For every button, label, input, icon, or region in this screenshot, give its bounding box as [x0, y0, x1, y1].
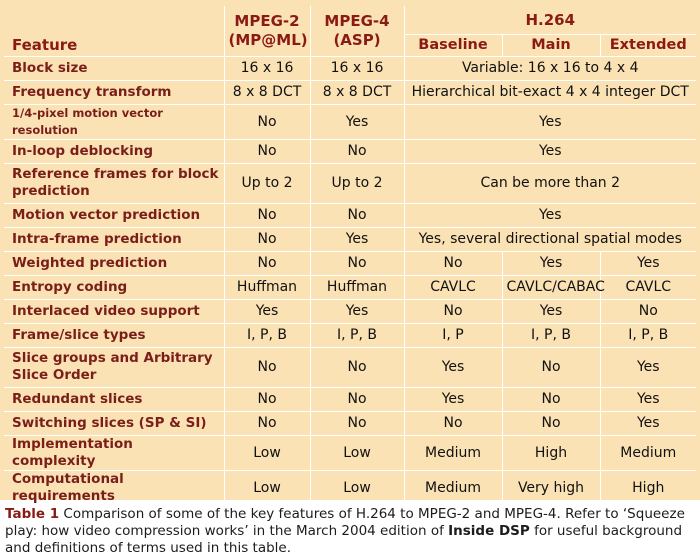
- extended-cell: Yes: [600, 347, 696, 387]
- baseline-cell: No: [404, 411, 502, 435]
- main-cell: No: [502, 411, 600, 435]
- feature-cell: Block size: [4, 56, 224, 80]
- mpeg2-cell: No: [224, 387, 310, 411]
- extended-cell: Medium: [600, 435, 696, 470]
- mpeg4-cell: No: [310, 251, 404, 275]
- mpeg2-cell: No: [224, 227, 310, 251]
- mpeg4-cell: Low: [310, 435, 404, 470]
- table-row: [4, 299, 696, 323]
- table-row: [4, 387, 696, 411]
- table-row: [4, 104, 696, 139]
- caption-label: Table 1: [5, 506, 60, 522]
- h264-merged-cell: Variable: 16 x 16 to 4 x 4: [404, 56, 696, 80]
- feature-cell: Implementation complexity: [4, 435, 224, 470]
- main-cell: CAVLC/CABAC: [502, 275, 600, 299]
- baseline-cell: I, P: [404, 323, 502, 347]
- mpeg4-cell: I, P, B: [310, 323, 404, 347]
- mpeg2-header-profile: (MP@ML): [228, 30, 308, 49]
- feature-cell: In-loop deblocking: [4, 139, 224, 163]
- extended-cell: Yes: [600, 387, 696, 411]
- caption-text: Comparison of some of the key features of H.264 to MPEG-2 and MPEG-4. Refer to ‘Squeeze play: how video compression works’ in the March 2004 edition of: [5, 506, 685, 539]
- baseline-cell: Medium: [404, 435, 502, 470]
- h264-merged-cell: Hierarchical bit-exact 4 x 4 integer DCT: [404, 80, 696, 104]
- table-row: [4, 411, 696, 435]
- mpeg4-header-profile: (ASP): [333, 30, 381, 49]
- extended-cell: High: [600, 470, 696, 505]
- mpeg4-cell: No: [310, 411, 404, 435]
- main-cell: I, P, B: [502, 323, 600, 347]
- comparison-table: [4, 6, 696, 505]
- feature-cell: Entropy coding: [4, 275, 224, 299]
- extended-cell: I, P, B: [600, 323, 696, 347]
- table-row: [4, 227, 696, 251]
- mpeg2-cell: Yes: [224, 299, 310, 323]
- main-cell: High: [502, 435, 600, 470]
- main-cell: Yes: [502, 299, 600, 323]
- mpeg4-cell: No: [310, 139, 404, 163]
- baseline-cell: Medium: [404, 470, 502, 505]
- mpeg4-cell: Low: [310, 470, 404, 505]
- feature-column-header: Feature: [12, 35, 78, 54]
- baseline-cell: No: [404, 299, 502, 323]
- extended-cell: Yes: [600, 251, 696, 275]
- mpeg2-cell: No: [224, 104, 310, 139]
- h264-merged-cell: Yes: [404, 139, 696, 163]
- table-row: [4, 435, 696, 470]
- feature-cell: Frame/slice types: [4, 323, 224, 347]
- mpeg2-cell: Huffman: [224, 275, 310, 299]
- baseline-cell: No: [404, 251, 502, 275]
- h264-merged-cell: Can be more than 2: [404, 163, 696, 203]
- main-cell: No: [502, 387, 600, 411]
- h264-merged-cell: Yes: [404, 104, 696, 139]
- mpeg2-cell: Up to 2: [224, 163, 310, 203]
- table-row: [4, 470, 696, 505]
- extended-cell: No: [600, 299, 696, 323]
- mpeg2-cell: No: [224, 347, 310, 387]
- feature-cell: Interlaced video support: [4, 299, 224, 323]
- main-cell: Yes: [502, 251, 600, 275]
- h264-column-header: H.264: [404, 6, 696, 34]
- mpeg2-cell: 8 x 8 DCT: [224, 80, 310, 104]
- feature-cell: Redundant slices: [4, 387, 224, 411]
- mpeg4-cell: Up to 2: [310, 163, 404, 203]
- table-row: [4, 275, 696, 299]
- baseline-cell: Yes: [404, 347, 502, 387]
- main-profile-header: Main: [502, 34, 600, 56]
- feature-cell: Weighted prediction: [4, 251, 224, 275]
- table-row: [4, 163, 696, 203]
- mpeg2-cell: Low: [224, 435, 310, 470]
- mpeg2-header-name: MPEG-2: [234, 11, 300, 30]
- table-row: [4, 347, 696, 387]
- table-row: [4, 139, 696, 163]
- table-row: [4, 323, 696, 347]
- mpeg4-cell: No: [310, 387, 404, 411]
- table-row: [4, 251, 696, 275]
- mpeg4-cell: Yes: [310, 227, 404, 251]
- table-row: [4, 203, 696, 227]
- h264-merged-cell: Yes, several directional spatial modes: [404, 227, 696, 251]
- mpeg4-cell: No: [310, 203, 404, 227]
- extended-cell: Yes: [600, 411, 696, 435]
- main-cell: No: [502, 347, 600, 387]
- caption-publication: Inside DSP: [448, 523, 530, 539]
- mpeg4-column-header: [310, 6, 404, 56]
- mpeg2-cell: Low: [224, 470, 310, 505]
- feature-cell: Motion vector prediction: [4, 203, 224, 227]
- table-body: [4, 56, 696, 505]
- feature-cell: Frequency transform: [4, 80, 224, 104]
- mpeg4-cell: No: [310, 347, 404, 387]
- baseline-profile-header: Baseline: [404, 34, 502, 56]
- table-row: [4, 80, 696, 104]
- mpeg2-cell: No: [224, 139, 310, 163]
- mpeg2-cell: I, P, B: [224, 323, 310, 347]
- mpeg4-cell: Huffman: [310, 275, 404, 299]
- main-cell: Very high: [502, 470, 600, 505]
- feature-cell: Switching slices (SP & SI): [4, 411, 224, 435]
- baseline-cell: Yes: [404, 387, 502, 411]
- feature-cell: Reference frames for block prediction: [4, 163, 224, 203]
- mpeg4-cell: 8 x 8 DCT: [310, 80, 404, 104]
- h264-merged-cell: Yes: [404, 203, 696, 227]
- mpeg2-cell: No: [224, 203, 310, 227]
- mpeg4-header-name: MPEG-4: [324, 11, 390, 30]
- mpeg4-cell: Yes: [310, 104, 404, 139]
- feature-cell: Computational requirements: [4, 470, 224, 505]
- feature-cell: 1/4-pixel motion vector resolution: [4, 104, 224, 139]
- baseline-cell: CAVLC: [404, 275, 502, 299]
- mpeg4-cell: 16 x 16: [310, 56, 404, 80]
- caption-text-end: for useful background and definitions of terms used in this table.: [5, 523, 683, 556]
- extended-cell: CAVLC: [600, 275, 696, 299]
- feature-cell: Slice groups and Arbitrary Slice Order: [4, 347, 224, 387]
- feature-cell: Intra-frame prediction: [4, 227, 224, 251]
- table-row: [4, 56, 696, 80]
- extended-profile-header: Extended: [600, 34, 696, 56]
- table-caption: [5, 506, 693, 557]
- mpeg4-cell: Yes: [310, 299, 404, 323]
- mpeg2-cell: No: [224, 411, 310, 435]
- mpeg2-cell: 16 x 16: [224, 56, 310, 80]
- mpeg2-column-header: [224, 6, 310, 56]
- mpeg2-cell: No: [224, 251, 310, 275]
